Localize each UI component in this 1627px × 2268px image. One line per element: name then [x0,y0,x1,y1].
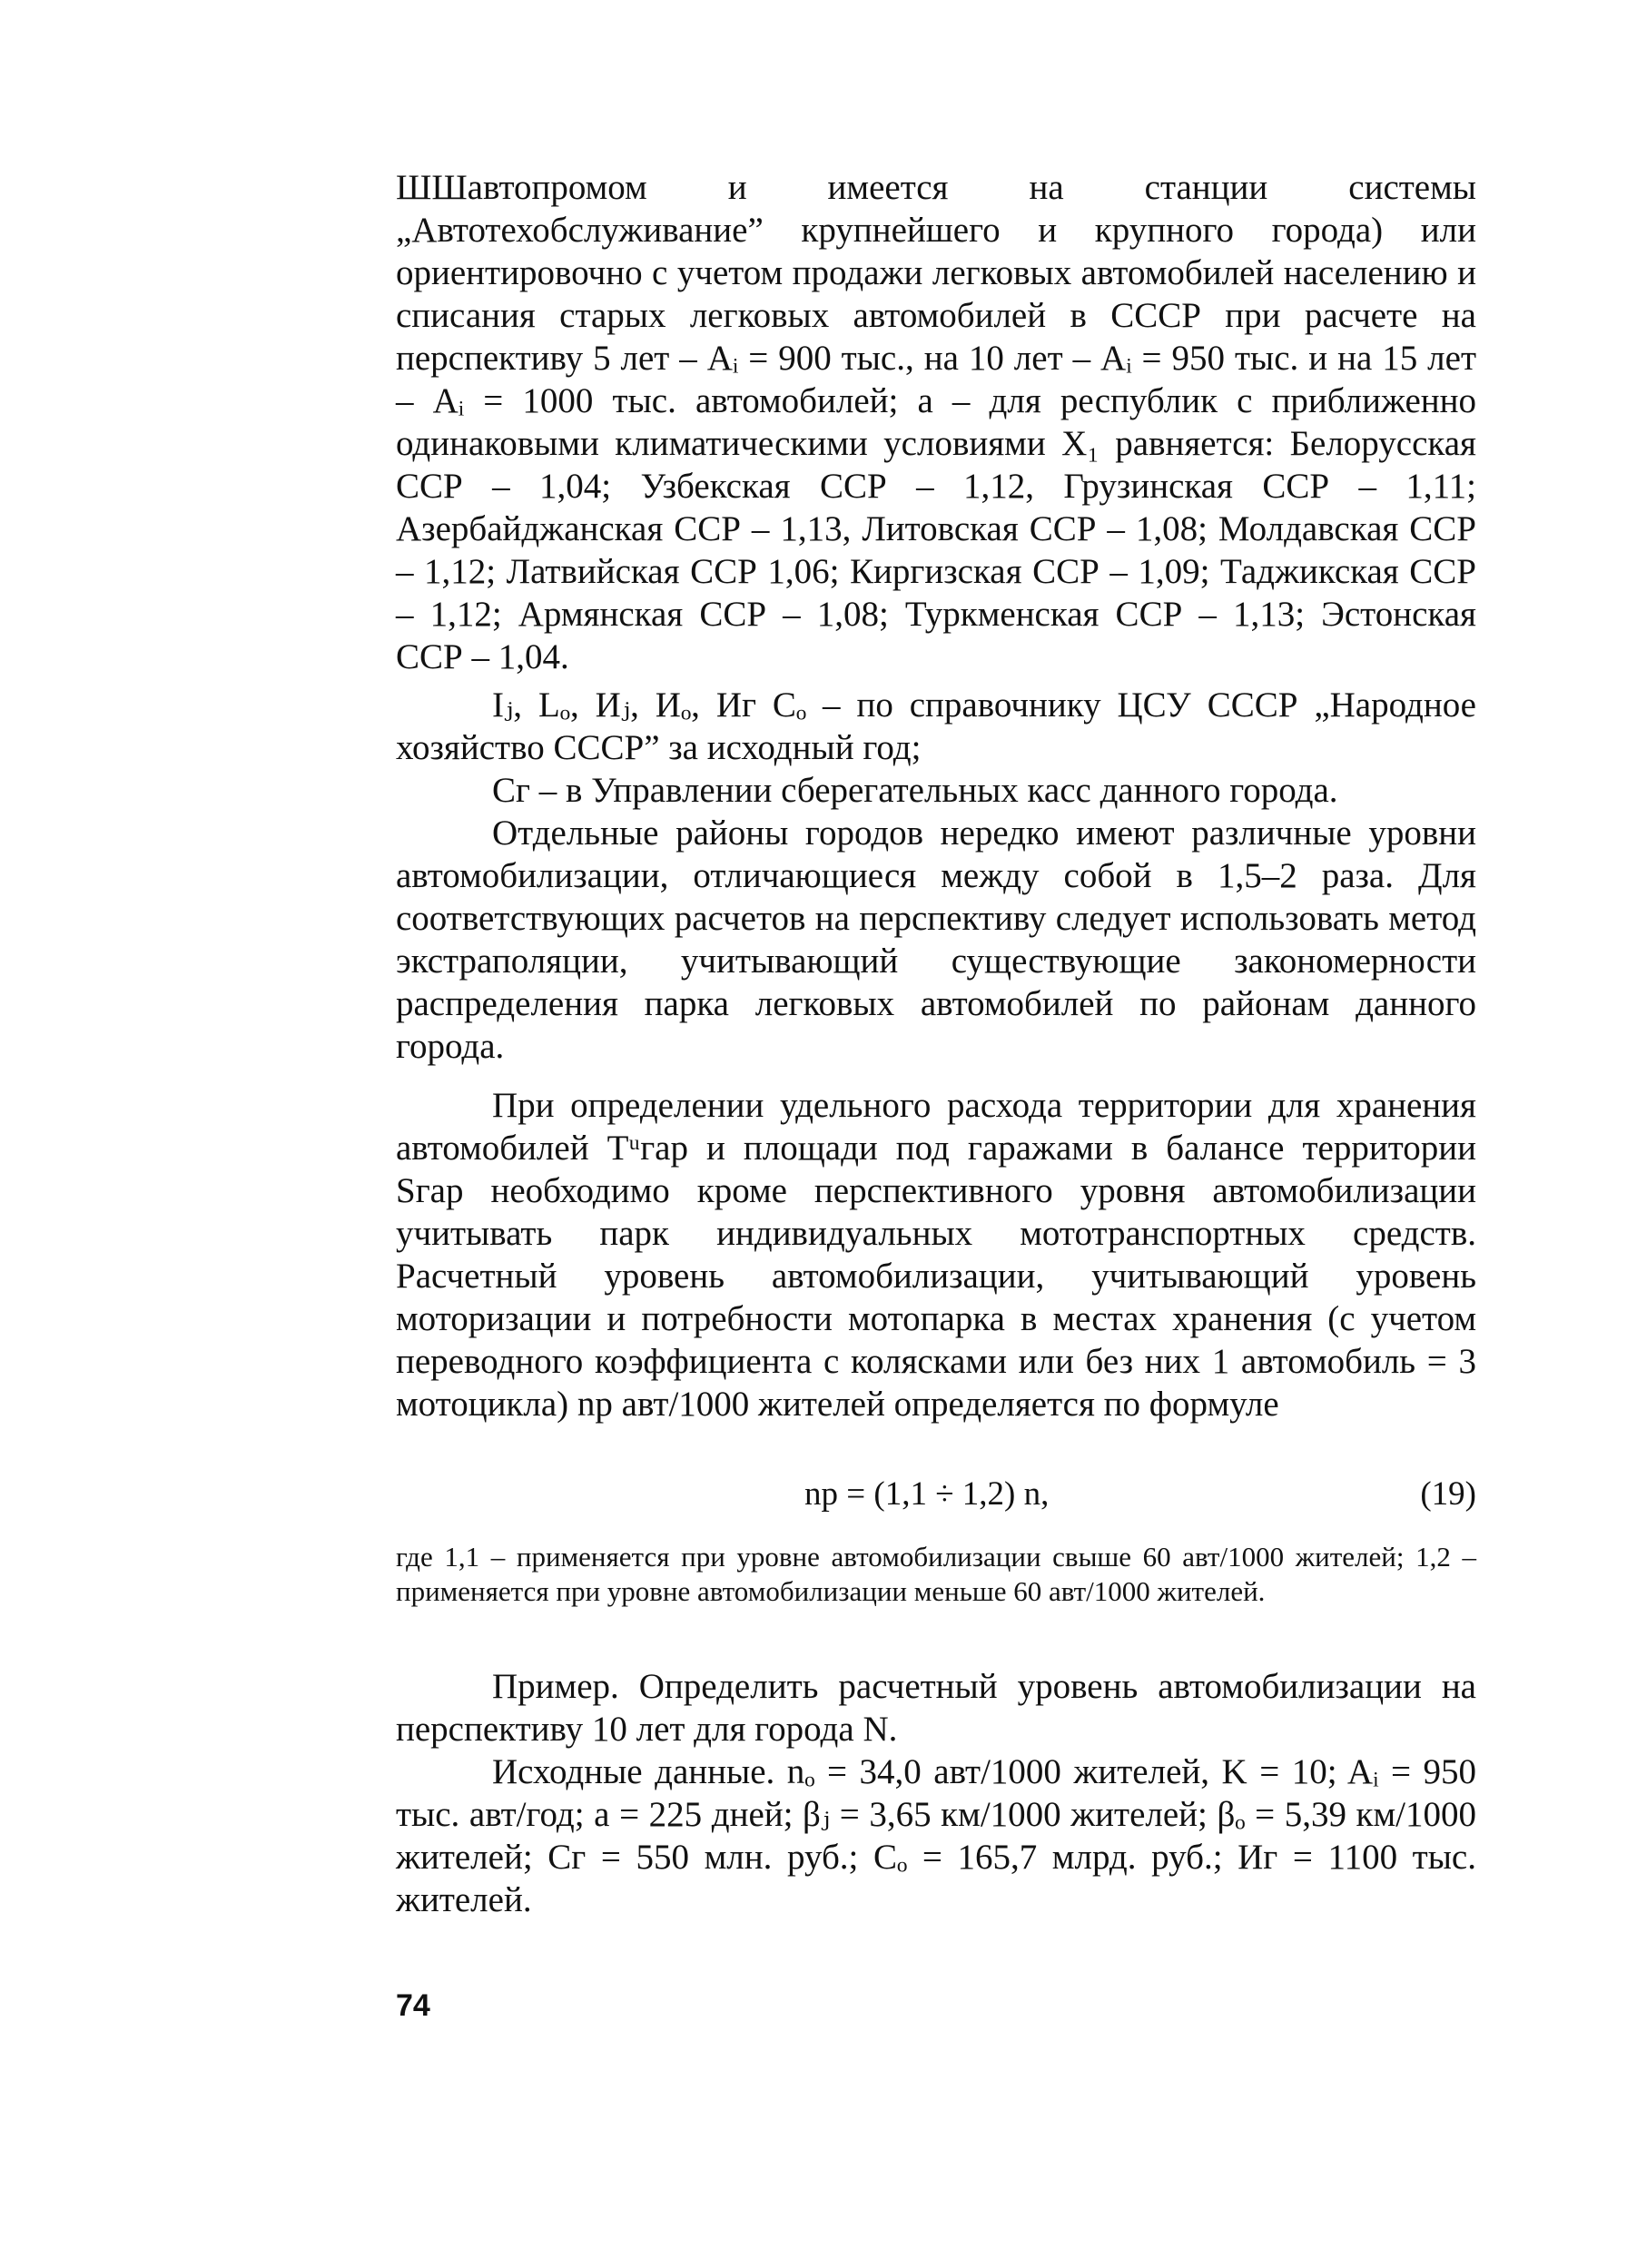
page-number: 74 [396,1988,430,2023]
body-text-example [396,1665,1476,1921]
body-text-top [396,166,1476,1425]
formula-expression: nр = (1,1 ÷ 1,2) n, [804,1475,1050,1513]
paragraph-sources: Iⱼ, Lₒ, Иⱼ, Иₒ, Иг Cₒ – по справочнику ЦСУ СССР „Народное хозяйство СССР” за исходный год; [396,685,1476,767]
paragraph-savings: Cг – в Управлении сберегательных касс данного города. [492,771,1338,810]
formula-19 [396,1473,1476,1515]
paragraph-continuation: ШШавтопромом и имеется на станции системы „Автотехобслуживание” крупнейшего и крупного города) или ориентировочно с учетом продажи легковых автомобилей населению и списания старых легковых автомобилей в СССР при расчете на перспективу 5 лет – Aᵢ = 900 тыс., на 10 лет – Aᵢ = 950 тыс. и на 15 лет – Aᵢ = 1000 тыс. автомобилей; a – для республик с приближенно одинаковыми климатическими условиями X₁ равняется: Белорусская ССР – 1,04; Узбекская ССР – 1,12, Грузинская ССР – 1,11; Азербайджанская ССР – 1,13, Литовская ССР – 1,08; Молдавская ССР – 1,12; Латвийская ССР 1,06; Киргизская ССР – 1,09; Таджикская ССР – 1,12; Армянская ССР – 1,08; Туркменская ССР – 1,13; Эстонская ССР – 1,04. [396,168,1476,676]
formula-note: где 1,1 – применяется при уровне автомобилизации свыше 60 авт/1000 жителей; 1,2 – применяется при уровне автомобилизации меньше 60 авт/1000 жителей. [396,1541,1476,1607]
paragraph-districts: Отдельные районы городов нередко имеют различные уровни автомобилизации, отличающиеся между собой в 1,5–2 раза. Для соответствующих расчетов на перспективу следует использовать метод экстраполяции, учитывающий существующие закономерности распределения парка легковых автомобилей по районам данного города. [396,814,1476,1066]
paragraph-storage: При определении удельного расхода территории для хранения автомобилей Tᵘгар и площади под гаражами в балансе территории Sгар необходимо кроме перспективного уровня автомобилизации учитывать парк индивидуальных мототранспортных средств. Расчетный уровень автомобилизации, учитывающий уровень моторизации и потребности мотопарка в местах хранения (с учетом переводного коэффициента с колясками или без них 1 автомобиль = 3 мотоцикла) nр авт/1000 жителей определяется по формуле [396,1086,1476,1424]
example-data: Исходные данные. nₒ = 34,0 авт/1000 жителей, K = 10; Aᵢ = 950 тыс. авт/год; a = 225 дней; βⱼ = 3,65 км/1000 жителей; βₒ = 5,39 км/1000 жителей; Cг = 550 млн. руб.; Cₒ = 165,7 млрд. руб.; Иг = 1100 тыс. жителей. [396,1752,1476,1919]
formula-number: (19) [1420,1475,1476,1513]
example-task: Пример. Определить расчетный уровень автомобилизации на перспективу 10 лет для города N. [396,1667,1476,1749]
